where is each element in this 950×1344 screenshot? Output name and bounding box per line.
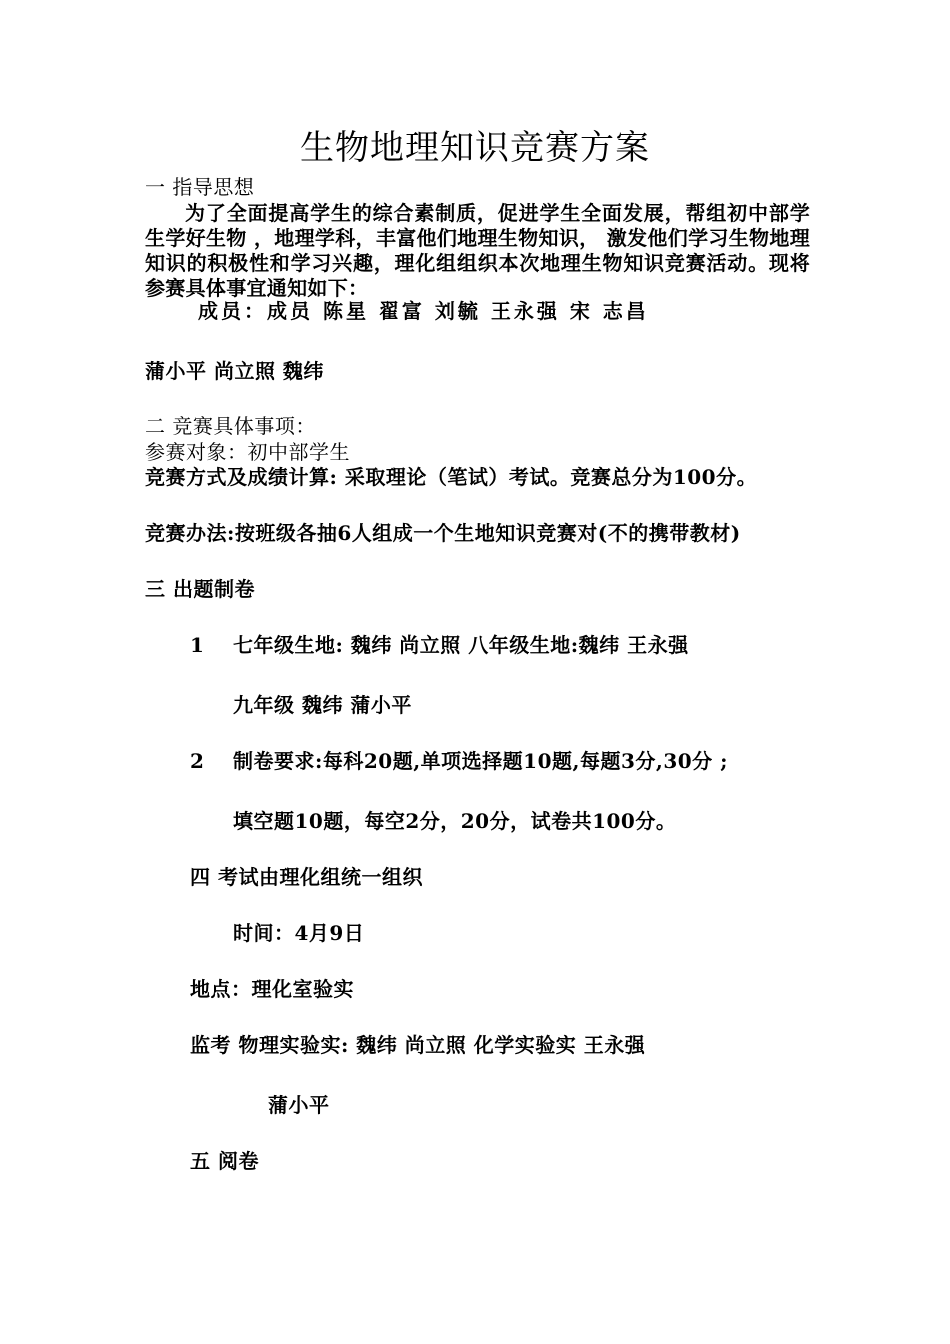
section1-paragraph: 为了全面提高学生的综合素制质，促进学生全面发展，帮组初中部学生学好生物 ，地理学科，丰富他们地理生物知识， 激发他们学习生物地理知识的积极性和学习兴趣，理化组组织本次地理生物知识竞赛活动。现将参赛具体事宜通知如下： (145, 201, 810, 300)
method-line: 竞赛方式及成绩计算: 采取理论（笔试）考试。竞赛总分为100分。 (145, 465, 758, 489)
rules-line: 竞赛办法:按班级各抽6人组成一个生地知识竞赛对(不的携带教材) (145, 521, 741, 545)
members-line2: 蒲小平 尚立照 魏纬 (145, 359, 324, 383)
members-line1: 成员：成员 陈星 翟富 刘毓 王永强 宋 志昌 (198, 299, 649, 323)
page-title: 生物地理知识竞赛方案 (300, 128, 650, 168)
exam-time: 时间：4月9日 (233, 921, 365, 945)
proctor-line: 监考 物理实验实: 魏纬 尚立照 化学实验实 王永强 (190, 1033, 646, 1057)
exam-place: 地点：理化室验实 (190, 977, 354, 1001)
participants-line: 参赛对象：初中部学生 (145, 440, 350, 464)
proctor-continuation: 蒲小平 (268, 1093, 330, 1117)
section5-heading: 五 阅卷 (190, 1149, 259, 1173)
item1-text: 七年级生地: 魏纬 尚立照 八年级生地:魏纬 王永强 (233, 633, 689, 657)
section4-heading: 四 考试由理化组统一组织 (190, 865, 423, 889)
section1-heading: 一 指导思想 (145, 175, 255, 199)
item1-continuation: 九年级 魏纬 蒲小平 (233, 693, 412, 717)
item1-number: 1 (190, 633, 205, 657)
section3-heading: 三 出题制卷 (145, 577, 255, 601)
item2-text: 制卷要求:每科20题,单项选择题10题,每题3分,30分 ; (233, 749, 729, 773)
item2-continuation: 填空题10题，每空2分，20分，试卷共100分。 (233, 809, 677, 833)
section2-heading: 二 竞赛具体事项： (145, 414, 316, 438)
item2-number: 2 (190, 749, 205, 773)
